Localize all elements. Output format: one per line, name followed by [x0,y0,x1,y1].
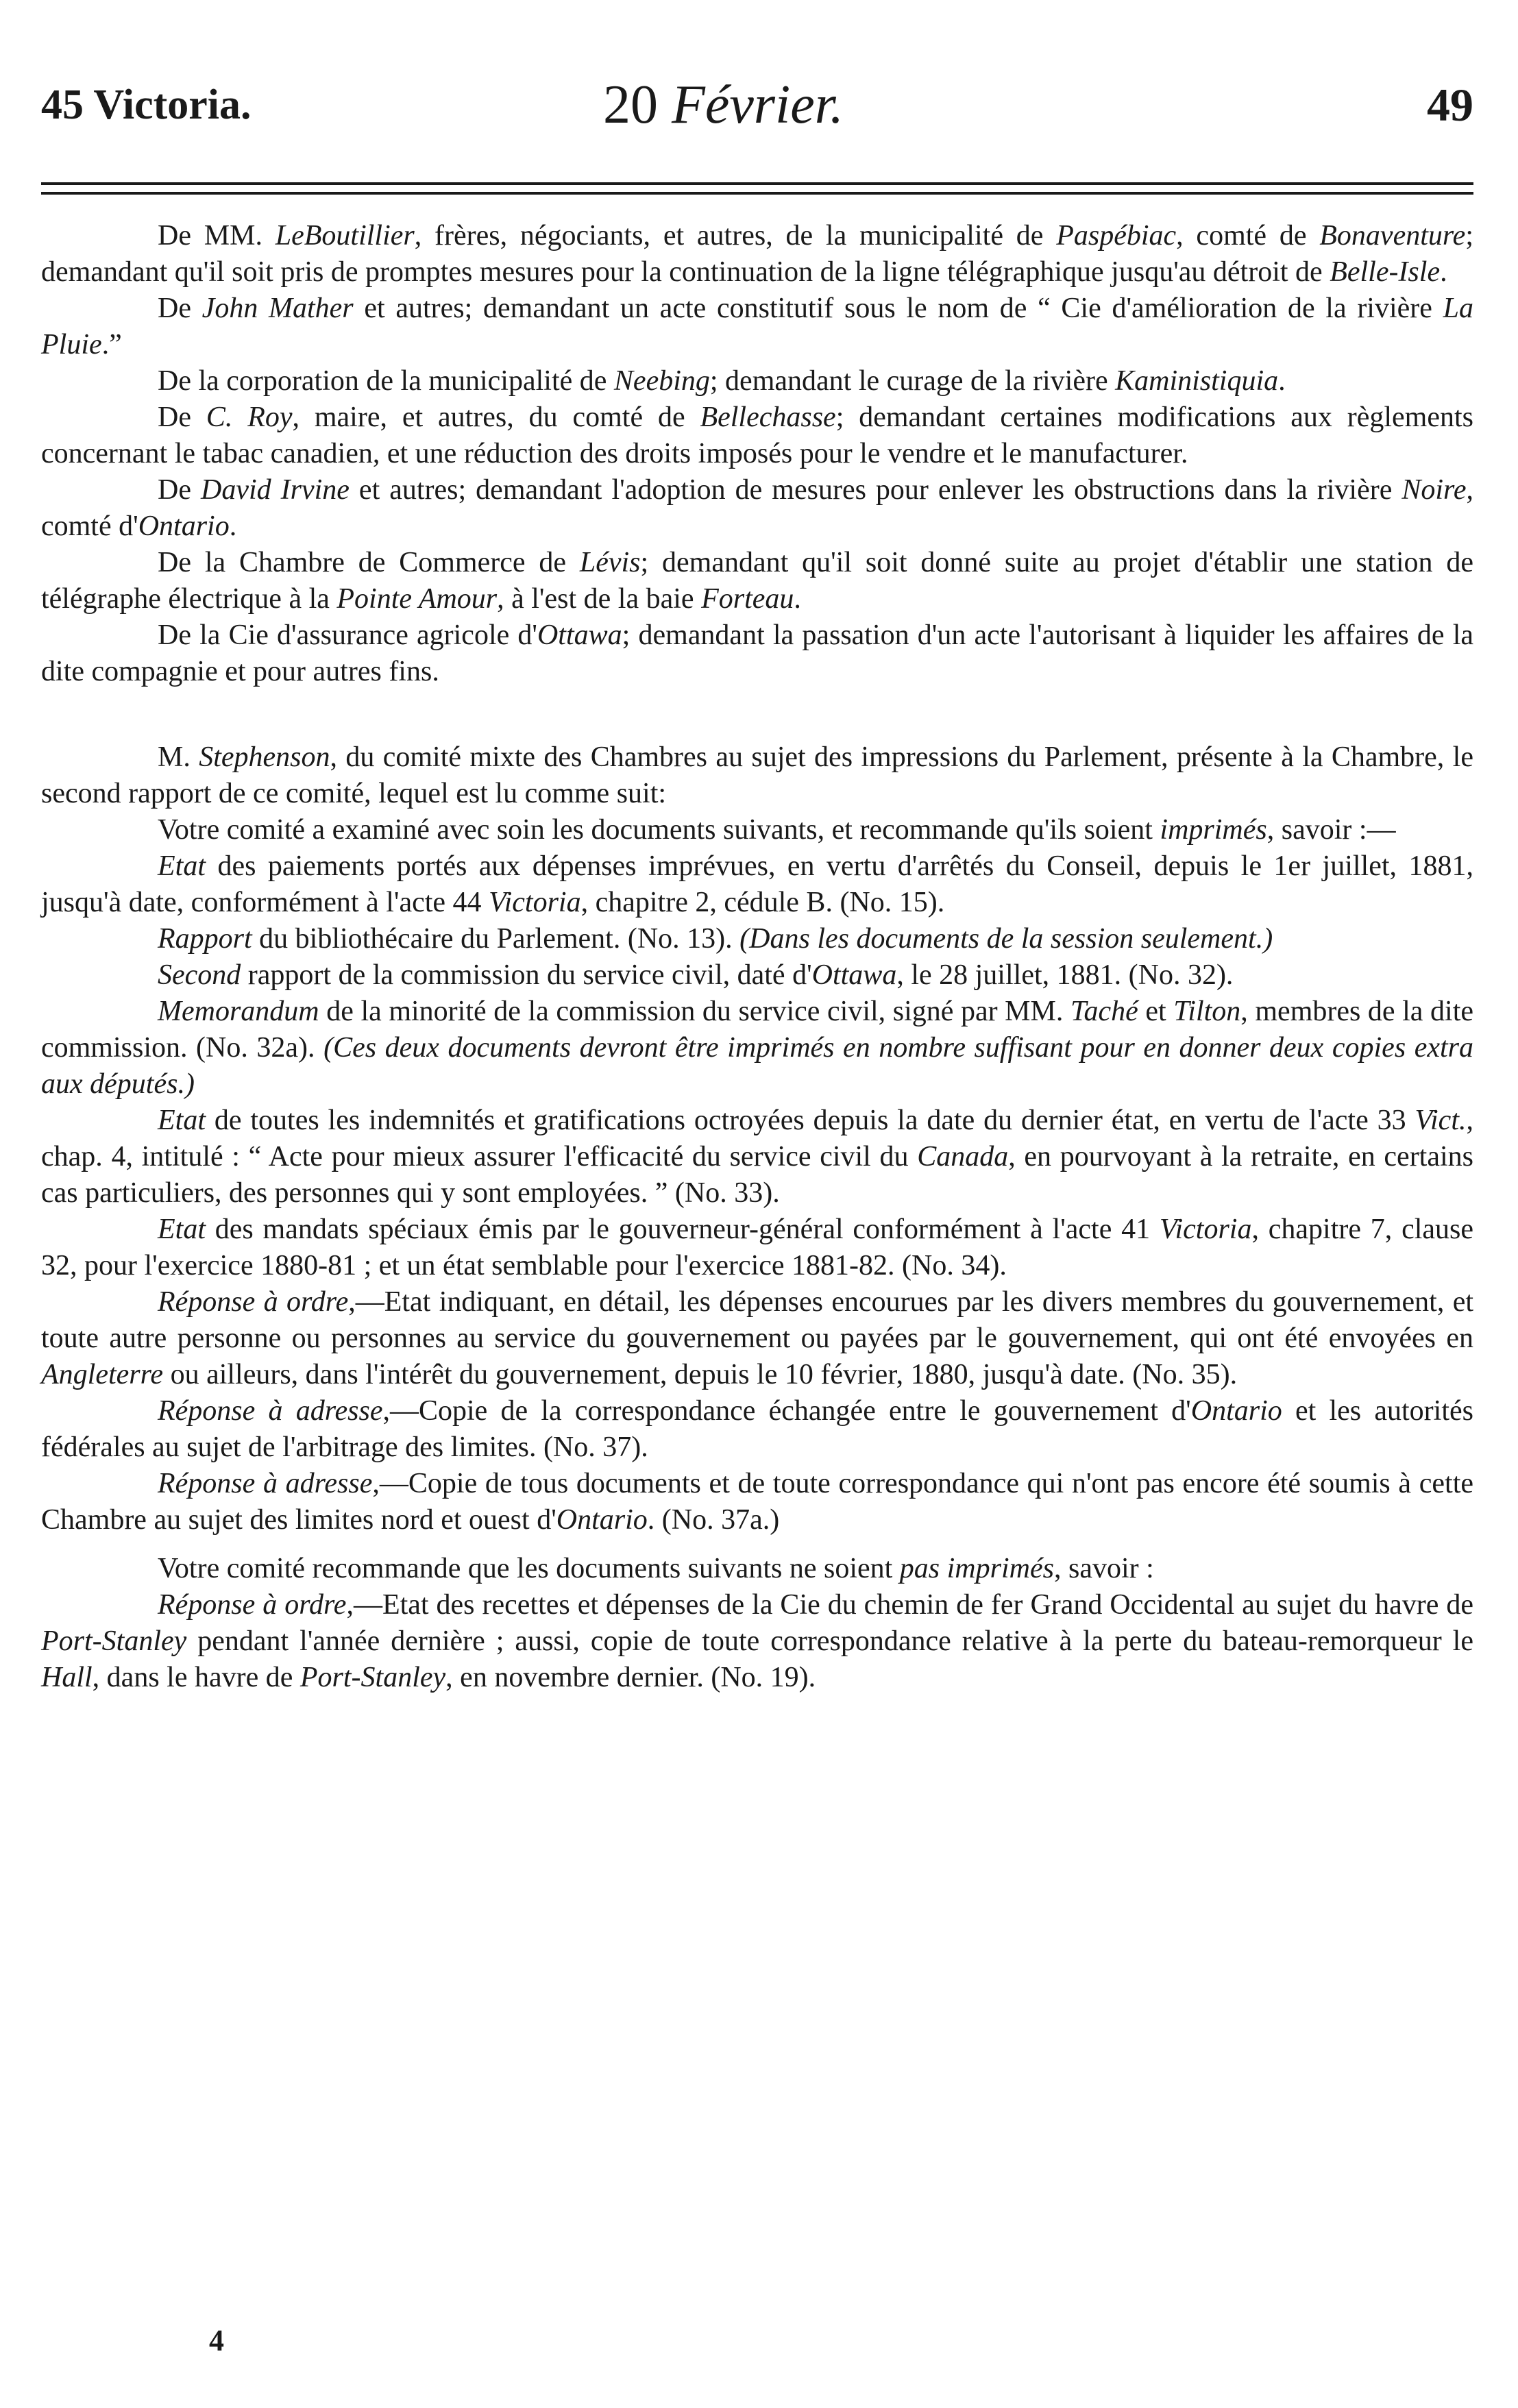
not-printed-documents-section [41,1587,1473,1696]
not-printed-intro-section [41,1551,1473,1587]
italic-text: Bellechasse [700,402,836,433]
text-run: ; demandant certaines modifications aux règlements concernant le tabac canadien, et une réduction des droits imposés pour le vendre et le manufacturer. [41,402,1474,469]
text-run: Votre comité recommande que les documents suivants ne soient [158,1553,900,1584]
italic-text: Forteau [701,583,794,615]
italic-text: Pointe Amour [336,583,498,615]
italic-text: Hall [41,1662,93,1693]
printed-document-item [41,1103,1473,1212]
text-run: , le 28 juillet, 1881. (No. 32). [896,959,1234,991]
text-run: De [158,474,201,506]
italic-text: Ontario [138,511,230,542]
petition-paragraph [41,472,1473,545]
italic-text: Ontario [556,1504,648,1536]
text-run: , chapitre 7, clause 32, pour l'exercice 1880-81 ; et un état semblable pour l'exercice 1881-82. (No. 34). [41,1214,1474,1281]
text-run: et les autorités fédérales au sujet de l'arbitrage des limites. (No. 37). [41,1395,1473,1463]
text-run: ; demandant le curage de la rivière [709,365,1116,397]
petition-paragraph [41,291,1473,363]
text-run: , en novembre dernier. (No. 19). [445,1662,816,1693]
printed-document-item [41,1284,1473,1393]
signature-mark: 4 [209,2324,224,2357]
text-run: , comté d' [41,474,1473,542]
printed-document-item [41,848,1473,921]
text-run: ,—Etat indiquant, en détail, les dépenses encourues par les divers membres du gouvernement, et toute autre personne ou personnes au service du gouvernement ou payées par le gouvernement, qui ont été envoyées en [41,1286,1473,1354]
text-run: ,—Etat des recettes et dépenses de la Cie du chemin de fer Grand Occidental au sujet du havre de [346,1589,1473,1621]
italic-text: Angleterre [41,1359,164,1390]
text-run: , du comité mixte des Chambres au sujet des impressions du Parlement, présente à la Chambre, le second rapport de ce comité, lequel est lu comme suit: [41,741,1473,809]
italic-text: C. Roy [206,402,293,433]
italic-text: Vict. [1415,1105,1467,1136]
text-run: De la Chambre de Commerce de [158,547,580,578]
text-run: , à l'est de la baie [497,583,702,615]
text-run: . [1278,365,1286,397]
text-run: , comté de [1176,220,1320,251]
italic-text: Second [158,959,241,991]
header-day: 20 [603,75,658,135]
italic-text: Belle-Isle [1330,256,1441,288]
italic-text: Ottawa [811,959,897,991]
italic-text: Ottawa [537,619,622,651]
text-run: de la minorité de la commission du service civil, signé par MM. [319,996,1070,1027]
italic-text: La Pluie [41,293,1473,360]
body-text [41,218,1473,1696]
text-run: De [158,402,206,433]
italic-text: Victoria [489,887,581,918]
text-run: , savoir :— [1266,814,1396,846]
italic-text: Port-Stanley [299,1662,446,1693]
petitions-section [41,218,1473,690]
italic-text: Taché [1070,996,1138,1027]
not-printed-intro-paragraph [41,1551,1473,1587]
text-run: et autres; demandant un acte constitutif sous le nom de “ Cie d'amélioration de la rivière [353,293,1443,324]
italic-text: Kaministiquia [1115,365,1279,397]
italic-text: Réponse à adresse [158,1395,383,1427]
printed-documents-section [41,848,1473,1538]
text-run: rapport de la commission du service civil, daté d' [241,959,812,991]
italic-text: imprimés [1160,814,1267,846]
text-run: De [158,293,202,324]
petition-paragraph [41,363,1473,400]
italic-text: Ontario [1190,1395,1282,1427]
italic-text: Port-Stanley [41,1625,187,1657]
italic-text: (Ces deux documents devront être imprimés en nombre suffisant pour en donner deux copies extra aux députés.) [41,1032,1474,1100]
section-gap [41,690,1473,739]
text-run: et [1138,996,1174,1027]
text-run: ,—Copie de tous documents et de toute correspondance qui n'ont pas encore été soumis à cette Chambre au sujet des limites nord et ouest d' [41,1468,1474,1536]
text-run: de toutes les indemnités et gratifications octroyées depuis la date du dernier état, en vertu de l'acte 33 [206,1105,1415,1136]
italic-text: Tilton [1173,996,1241,1027]
italic-text: Etat [158,850,206,882]
text-run: M. [158,741,199,773]
text-run: , maire, et autres, du comté de [292,402,700,433]
text-run: , dans le havre de [92,1662,300,1693]
petition-paragraph [41,617,1473,690]
page-number: 49 [1427,79,1473,131]
text-run: . [229,511,237,542]
header-rule-top [41,182,1473,185]
text-run: . [1440,256,1447,288]
italic-text: Victoria [1159,1214,1252,1245]
italic-text: Paspébiac [1056,220,1177,251]
text-run: pendant l'année dernière ; aussi, copie de toute correspondance relative à la perte du bateau-remorqueur le [186,1625,1473,1657]
header-date [603,74,844,136]
text-run: ; demandant qu'il soit pris de promptes mesures pour la continuation de la ligne télégraphique jusqu'au détroit de [41,220,1473,288]
italic-text: Réponse à ordre [158,1286,349,1318]
text-run: des mandats spéciaux émis par le gouverneur-général conformément à l'acte 41 [206,1214,1160,1245]
printed-document-item [41,1393,1473,1466]
italic-text: LeBoutillier [275,220,415,251]
italic-text: Etat [158,1105,206,1136]
italic-text: Memorandum [158,996,319,1027]
not-printed-document-item [41,1587,1473,1696]
italic-text: (Dans les documents de la session seulement.) [739,923,1273,955]
text-run: , membres de la dite commission. (No. 32a). [41,996,1474,1064]
petition-paragraph [41,545,1473,617]
printed-document-item [41,994,1473,1103]
text-run: .” [101,329,122,360]
text-run: De la Cie d'assurance agricole d' [158,619,537,651]
header-regnal-year: 45 Victoria. [41,82,252,128]
text-run: De MM. [158,220,276,251]
header-month: Février. [672,75,844,135]
text-run: ou ailleurs, dans l'intérêt du gouvernement, depuis le 10 février, 1880, jusqu'à date. (No. 35). [163,1359,1238,1390]
printed-document-item [41,957,1473,994]
italic-text: Etat [158,1214,206,1245]
italic-text: Stephenson [199,741,330,773]
italic-text: pas imprimés [899,1553,1054,1584]
italic-text: Réponse à ordre [158,1589,347,1621]
report-intro-section [41,739,1473,848]
text-run: . (No. 37a.) [647,1504,780,1536]
italic-text: Rapport [158,923,252,955]
text-run: , chapitre 2, cédule B. (No. 15). [580,887,945,918]
italic-text: Bonaventure [1319,220,1466,251]
printed-document-item [41,1466,1473,1538]
italic-text: Neebing [613,365,710,397]
petition-paragraph [41,218,1473,291]
text-run: Votre comité a examiné avec soin les documents suivants, et recommande qu'ils soient [158,814,1160,846]
italic-text: Canada [917,1141,1009,1172]
petition-paragraph [41,400,1473,472]
italic-text: John Mather [201,293,354,324]
text-run: , en pourvoyant à la retraite, en certains cas particuliers, des personnes qui y sont employées. ” (No. 33). [41,1141,1473,1209]
italic-text: Noire [1401,474,1467,506]
text-run: , savoir : [1053,1553,1154,1584]
report-paragraph [41,812,1473,848]
text-run: des paiements portés aux dépenses imprévues, en vertu d'arrêtés du Conseil, depuis le 1er juillet, 1881, jusqu'à date, conformément à l'acte 44 [41,850,1473,918]
italic-text: Réponse à adresse [158,1468,373,1499]
page-header [41,33,1473,149]
text-run: du bibliothécaire du Parlement. (No. 13). [252,923,740,955]
text-run: ; demandant la passation d'un acte l'autorisant à liquider les affaires de la dite compagnie et pour autres fins. [41,619,1474,687]
printed-document-item [41,921,1473,957]
text-run: De la corporation de la municipalité de [158,365,614,397]
printed-document-item [41,1212,1473,1284]
header-rule-bottom [41,192,1473,195]
text-run: et autres; demandant l'adoption de mesures pour enlever les obstructions dans la rivière [349,474,1402,506]
text-run: , frères, négociants, et autres, de la municipalité de [414,220,1057,251]
text-run: , chap. 4, intitulé : “ Acte pour mieux assurer l'efficacité du service civil du [41,1105,1473,1172]
text-run: ; demandant qu'il soit donné suite au projet d'établir une station de télégraphe électrique à la [41,547,1473,615]
section-gap-small [41,1538,1473,1551]
report-paragraph [41,739,1473,812]
text-run: . [794,583,801,615]
italic-text: Lévis [579,547,641,578]
italic-text: David Irvine [200,474,350,506]
text-run: ,—Copie de la correspondance échangée entre le gouvernement d' [382,1395,1191,1427]
